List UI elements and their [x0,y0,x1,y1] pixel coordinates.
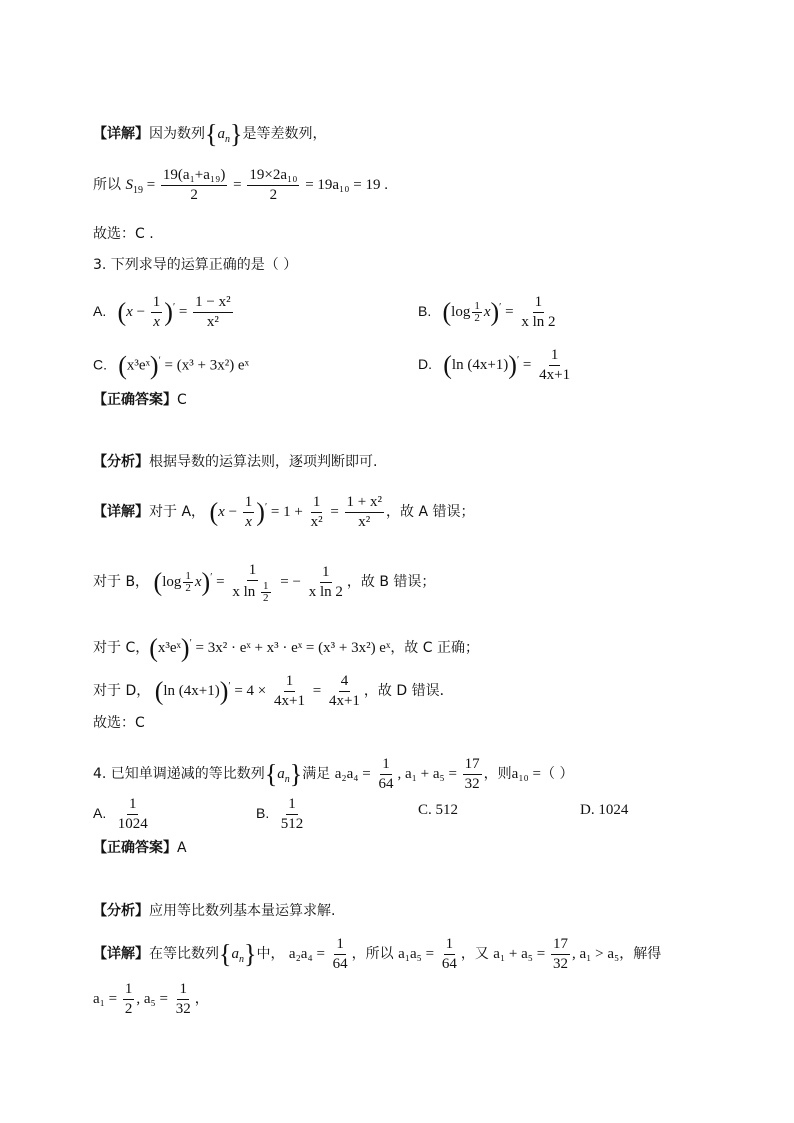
detail-text: 因为数列 [149,126,205,142]
sum-prefix: 所以 [93,176,121,193]
q4-detail-2: a₁ = $\frac{1}{2}$ , a₅ = $\frac{1}{32}$ ， [93,981,209,1017]
q3-answer: 【正确答案】C [93,392,187,408]
sum-formula: $S_{19}$ = $\frac{\text{19(a₁+a₁₉)}}{2}$ = $\frac{\text{19×2a₁₀}}{2}$ = 19a₁₀ = 19 . [125,167,388,203]
q4-option-a: A. $\frac{1}{1024}$ [93,796,148,832]
sum-line [93,166,734,205]
q3-detail-d: 对于 D， (ln (4x+1))′ = 4 × $\frac{1}{4x+1}$ = $\frac{4}{4x+1}$ ，故 D 错误． [93,673,454,709]
q3-option-a: A. (x − $\frac{1}{x}$ )′ = $\frac{\text{1 − x²}}{\text{x²}}$ [93,294,231,330]
q3-option-b: B. (log $\frac{1}{2}$ x)′ = $\frac{1}{\text{x ln 2}}$ [418,294,556,330]
sequence-an: $\{a_n\}$ [205,119,243,149]
detail-text-2: 是等差数列， [242,126,327,142]
q3-option-d: D. (ln (4x+1))′ = $\frac{1}{4x+1}$ [418,347,571,383]
q4-detail-1: 【详解】在等比数列$\{a_n\}$中， a₂a₄ = $\frac{1}{64}$ ，所以 a₁a₅ = $\frac{1}{64}$ ，又 a₁ + a₅ = $\frac{17}{32}$ , a₁ > a₅，解得 [93,936,662,972]
q4-option-c: C. 512 [418,802,459,818]
q4-analysis: 【分析】应用等比数列基本量运算求解. [93,903,336,919]
q3-detail-b: 对于 B， (log $\frac{1}{2}$ x)′ = 1 x ln $\frac{1}{2}$ = − $\frac{1}{\text{x ln 2}}$ ，故 B 错误； [93,562,436,604]
q4-answer: 【正确答案】A [93,840,187,856]
q3-stem: 3. 下列求导的运算正确的是（ ） [93,257,298,273]
choose-line-2: 故选：C [93,715,145,731]
q3-analysis: 【分析】根据导数的运算法则，逐项判断即可. [93,454,378,470]
detail-line-1 [93,119,734,150]
frac-1: $\frac{\text{19(a₁+a₁₉)}}{2}$ [162,167,226,203]
detail-label: 【详解】 [93,126,149,142]
q4-stem: 4. 已知单调递减的等比数列$\{a_n\}$满足 a₂a₄ = $\frac{1}{64}$ , a₁ + a₅ = $\frac{17}{32}$ ，则a₁₀ =（ ） [93,756,574,792]
q4-option-b: B. $\frac{1}{512}$ [256,796,304,832]
q3-detail-c: 对于 C，(x³eˣ)′ = 3x² · eˣ + x³ · eˣ = (x³ + 3x²) eˣ，故 C 正确； [93,633,479,663]
q4-option-d: D. 1024 [580,802,629,818]
choose-line-1: 故选：C . [93,226,154,242]
q3-option-c: C. (x³eˣ)′ = (x³ + 3x²) eˣ [93,351,249,380]
frac-2: $\frac{\text{19×2a₁₀}}{2}$ [249,167,298,203]
q3-detail-a: 【详解】对于 A， (x − $\frac{1}{x}$ )′ = 1 + $\frac{1}{\text{x²}}$ = $\frac{\text{1 + x²}}{\text{x²}}$ ，故 A 错误； [93,494,475,530]
